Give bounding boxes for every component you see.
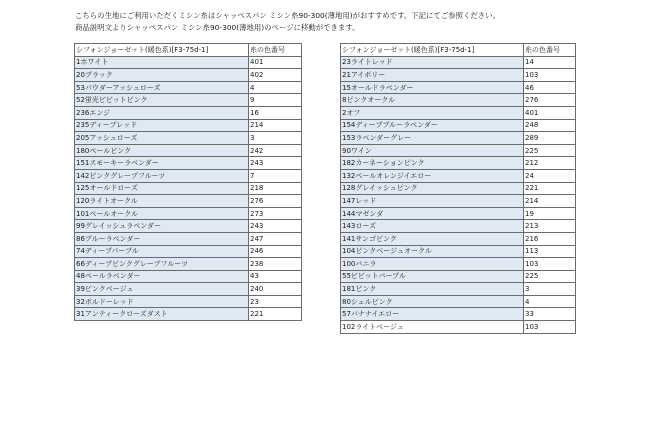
fabric-color-name: 80シェルピンク [341, 295, 524, 308]
table-row [341, 94, 576, 107]
table-row [341, 144, 576, 157]
fabric-color-name: 147レッド [341, 195, 524, 208]
header-thread-code: 糸の色番号 [524, 44, 576, 57]
thread-color-code: 103 [524, 258, 576, 271]
table-row [75, 132, 302, 145]
thread-color-code: 216 [524, 232, 576, 245]
table-row [341, 56, 576, 69]
table-row [75, 157, 302, 170]
header-fabric-name: シフォンジョーゼット(暖色系)[F3-75d-1] [75, 44, 249, 57]
thread-color-code: 7 [249, 169, 302, 182]
table-row [75, 232, 302, 245]
table-row [75, 295, 302, 308]
table-row [75, 106, 302, 119]
fabric-color-name: 180ペールピンク [75, 144, 249, 157]
table-header-row [341, 44, 576, 57]
table-row [341, 157, 576, 170]
table-row [341, 69, 576, 82]
thread-color-code: 401 [249, 56, 302, 69]
table-row [75, 270, 302, 283]
thread-color-code: 240 [249, 283, 302, 296]
thread-color-code: 16 [249, 106, 302, 119]
fabric-color-name: 66ディープピンクグレープフルーツ [75, 258, 249, 271]
table-row [341, 207, 576, 220]
fabric-color-name: 20ブラック [75, 69, 249, 82]
intro-line-2: 商品説明文よりシャッペスパン ミシン糸90-300(薄地用)のページに移動ができます。 [75, 23, 360, 32]
thread-color-code: 14 [524, 56, 576, 69]
table-row [341, 182, 576, 195]
table-row [341, 245, 576, 258]
thread-color-code: 4 [524, 295, 576, 308]
intro-text [75, 10, 500, 34]
table-row [341, 321, 576, 334]
table-row [75, 94, 302, 107]
thread-color-code: 3 [524, 283, 576, 296]
table-row [341, 132, 576, 145]
fabric-color-name: 132ペールオレンジイエロー [341, 169, 524, 182]
thread-color-code: 43 [249, 270, 302, 283]
thread-color-code: 273 [249, 207, 302, 220]
thread-color-code: 276 [249, 195, 302, 208]
table-row [75, 258, 302, 271]
thread-color-code: 289 [524, 132, 576, 145]
thread-color-table-left [74, 43, 302, 321]
header-thread-code: 糸の色番号 [249, 44, 302, 57]
thread-color-code: 4 [249, 81, 302, 94]
fabric-color-name: 144マゼンダ [341, 207, 524, 220]
thread-color-code: 246 [249, 245, 302, 258]
thread-color-code: 238 [249, 258, 302, 271]
fabric-color-name: 32ボルドーレッド [75, 295, 249, 308]
table-row [341, 308, 576, 321]
header-fabric-name: シフォンジョーゼット(暖色系)[F3-75d-1] [341, 44, 524, 57]
fabric-color-name: 31アンティークローズダスト [75, 308, 249, 321]
table-row [341, 119, 576, 132]
table-row [341, 220, 576, 233]
thread-color-code: 33 [524, 308, 576, 321]
thread-color-code: 401 [524, 106, 576, 119]
fabric-color-name: 125オールドローズ [75, 182, 249, 195]
fabric-color-name: 181ピンク [341, 283, 524, 296]
fabric-color-name: 21アイボリー [341, 69, 524, 82]
thread-color-code: 19 [524, 207, 576, 220]
fabric-color-name: 142ピンクグレープフルーツ [75, 169, 249, 182]
thread-color-code: 248 [524, 119, 576, 132]
table-row [75, 195, 302, 208]
thread-color-code: 225 [524, 144, 576, 157]
table-row [75, 308, 302, 321]
thread-color-code: 212 [524, 157, 576, 170]
fabric-color-name: 2オフ [341, 106, 524, 119]
fabric-color-name: 99グレイッシュラベンダー [75, 220, 249, 233]
table-row [341, 169, 576, 182]
thread-color-code: 221 [249, 308, 302, 321]
thread-color-code: 243 [249, 157, 302, 170]
fabric-color-name: 48ペールラベンダー [75, 270, 249, 283]
table-row [75, 207, 302, 220]
thread-color-code: 103 [524, 69, 576, 82]
fabric-color-name: 74ディープパープル [75, 245, 249, 258]
thread-color-code: 276 [524, 94, 576, 107]
fabric-color-name: 53パウダーアッシュローズ [75, 81, 249, 94]
thread-color-code: 113 [524, 245, 576, 258]
thread-color-code: 46 [524, 81, 576, 94]
fabric-color-name: 57バナナイエロー [341, 308, 524, 321]
thread-color-code: 221 [524, 182, 576, 195]
fabric-color-name: 86ブルーラベンダー [75, 232, 249, 245]
fabric-color-name: 15オールドラベンダー [341, 81, 524, 94]
table-row [75, 56, 302, 69]
fabric-color-name: 151スモーキーラベンダー [75, 157, 249, 170]
intro-line-1: こちらの生地にご利用いただくミシン糸はシャッペスパン ミシン糸90-300(薄地用)がおすすめです。下記にてご参照ください。 [75, 11, 500, 20]
fabric-color-name: 23ライトレッド [341, 56, 524, 69]
fabric-color-name: 8ピンクオークル [341, 94, 524, 107]
fabric-color-name: 205アッシュローズ [75, 132, 249, 145]
thread-color-code: 218 [249, 182, 302, 195]
fabric-color-name: 235ディープレッド [75, 119, 249, 132]
thread-color-code: 214 [524, 195, 576, 208]
table-row [341, 106, 576, 119]
table-row [341, 270, 576, 283]
thread-color-code: 247 [249, 232, 302, 245]
table-row [341, 81, 576, 94]
fabric-color-name: 101ペールオークル [75, 207, 249, 220]
table-row [75, 144, 302, 157]
fabric-color-name: 182カーネーションピンク [341, 157, 524, 170]
fabric-color-name: 100バニラ [341, 258, 524, 271]
fabric-color-name: 120ライトオークル [75, 195, 249, 208]
table-row [75, 81, 302, 94]
fabric-color-name: 55ビビットパープル [341, 270, 524, 283]
thread-color-code: 24 [524, 169, 576, 182]
table-row [75, 182, 302, 195]
table-row [75, 283, 302, 296]
thread-color-code: 103 [524, 321, 576, 334]
fabric-color-name: 128グレイッシュピンク [341, 182, 524, 195]
table-row [341, 283, 576, 296]
table-row [341, 195, 576, 208]
table-row [341, 232, 576, 245]
table-row [75, 169, 302, 182]
thread-color-code: 243 [249, 220, 302, 233]
thread-color-code: 214 [249, 119, 302, 132]
thread-color-code: 3 [249, 132, 302, 145]
thread-color-code: 242 [249, 144, 302, 157]
thread-color-code: 9 [249, 94, 302, 107]
fabric-color-name: 102ライトベージュ [341, 321, 524, 334]
fabric-color-name: 39ピンクベージュ [75, 283, 249, 296]
thread-color-code: 225 [524, 270, 576, 283]
table-row [75, 69, 302, 82]
thread-color-table-right [340, 43, 576, 334]
thread-color-code: 213 [524, 220, 576, 233]
thread-color-code: 402 [249, 69, 302, 82]
thread-color-code: 23 [249, 295, 302, 308]
table-row [75, 245, 302, 258]
table-row [341, 258, 576, 271]
fabric-color-name: 52蛍光ビビットピンク [75, 94, 249, 107]
table-row [341, 295, 576, 308]
fabric-color-name: 104ピンクベージュオークル [341, 245, 524, 258]
fabric-color-name: 90ワイン [341, 144, 524, 157]
table-header-row [75, 44, 302, 57]
table-row [75, 220, 302, 233]
fabric-color-name: 141サンゴピンク [341, 232, 524, 245]
table-row [75, 119, 302, 132]
fabric-color-name: 143ローズ [341, 220, 524, 233]
fabric-color-name: 236エンジ [75, 106, 249, 119]
fabric-color-name: 154ディープブルーラベンダー [341, 119, 524, 132]
fabric-color-name: 1ホワイト [75, 56, 249, 69]
fabric-color-name: 153ラベンダーグレー [341, 132, 524, 145]
